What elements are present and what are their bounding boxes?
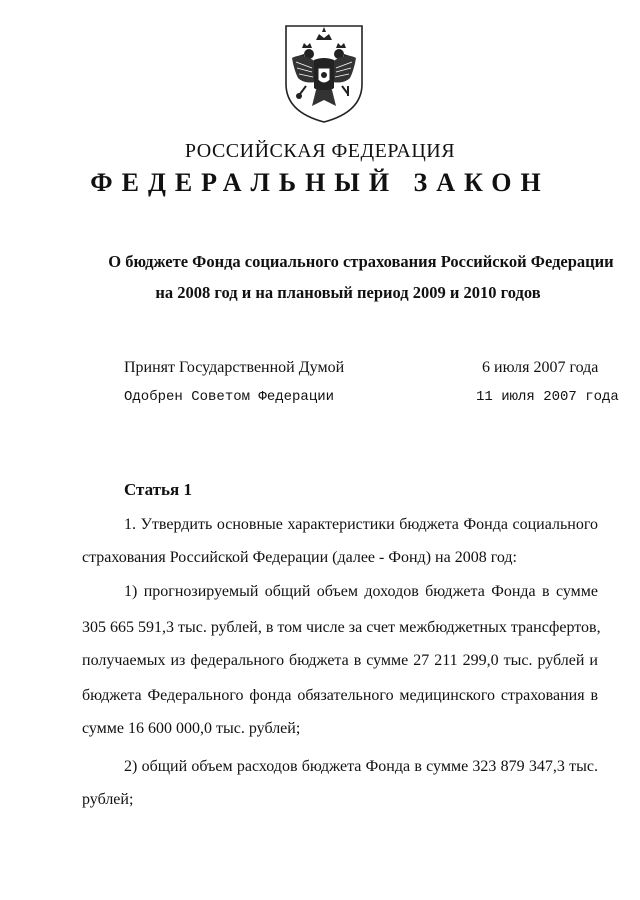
article-heading: Статья 1 — [124, 480, 192, 499]
duma-adoption-date: 6 июля 2007 года — [482, 359, 599, 376]
article-text-line: 1) прогнозируемый общий объем доходов бюджета Фонда в сумме — [124, 583, 598, 600]
duma-adoption-label: Принят Государственной Думой — [124, 359, 345, 376]
article-text-line: 305 665 591,3 тыс. рублей, в том числе за счет межбюджетных трансфертов, — [82, 619, 601, 636]
law-title-line-2: на 2008 год и на плановый период 2009 и 2010 годов — [155, 283, 541, 302]
article-text-line: страхования Российской Федерации (далее - Фонд) на 2008 год: — [82, 549, 517, 566]
law-type-heading: ФЕДЕРАЛЬНЫЙ ЗАКОН — [90, 168, 550, 197]
article-text-line: сумме 16 600 000,0 тыс. рублей; — [82, 720, 301, 737]
council-approval-date: 11 июля 2007 года — [476, 389, 619, 405]
article-text-line: рублей; — [82, 791, 134, 808]
council-approval-label: Одобрен Советом Федерации — [124, 389, 335, 405]
article-text-line: получаемых из федерального бюджета в сумме 27 211 299,0 тыс. рублей и — [82, 652, 598, 669]
article-text-line: бюджета Федерального фонда обязательного медицинского страхования в — [82, 687, 598, 704]
coat-of-arms-emblem — [282, 22, 366, 126]
article-text-line: 1. Утвердить основные характеристики бюджета Фонда социального — [124, 516, 598, 533]
article-text-line: 2) общий объем расходов бюджета Фонда в сумме 323 879 347,3 тыс. — [124, 758, 598, 775]
country-heading: РОССИЙСКАЯ ФЕДЕРАЦИЯ — [184, 140, 456, 162]
law-title-line-1: О бюджете Фонда социального страхования Российской Федерации — [108, 252, 614, 271]
